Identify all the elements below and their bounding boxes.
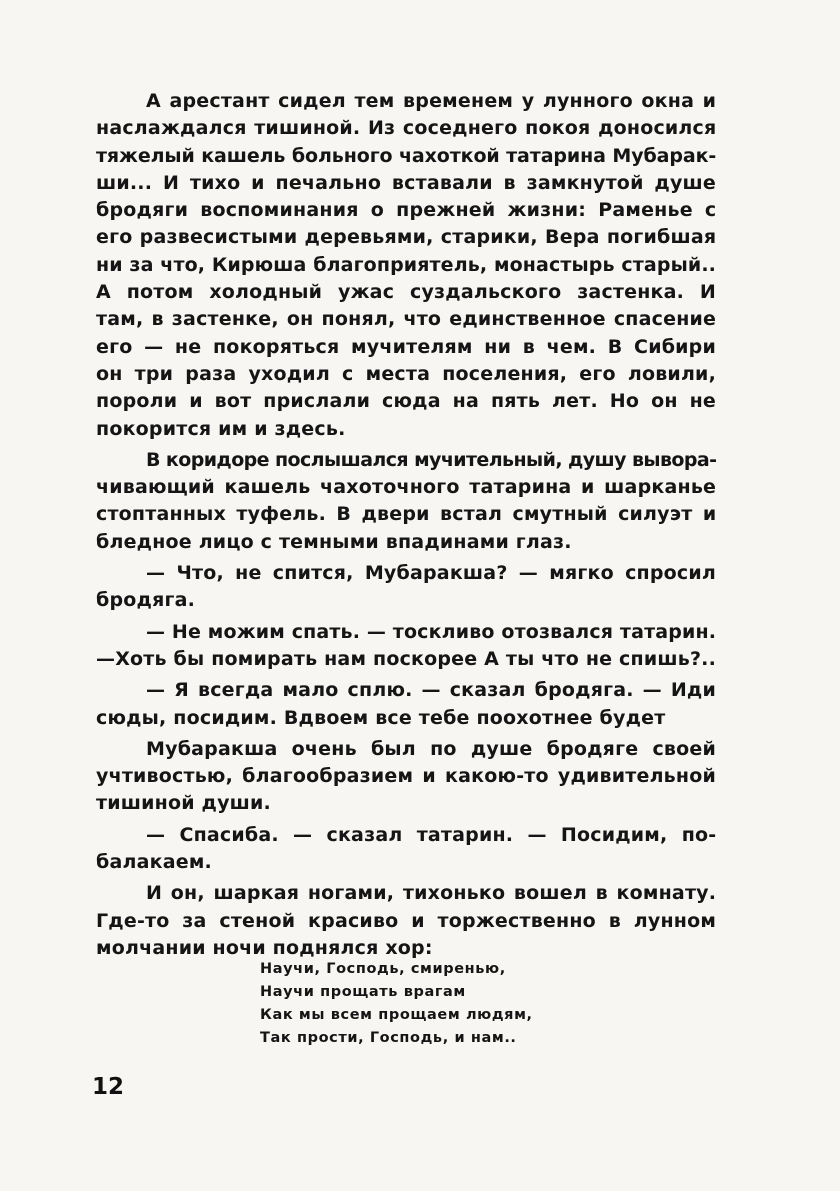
- text-line: —Хоть бы помирать нам поскорее А ты что не спишь?..: [96, 647, 716, 670]
- text-line: Мубаракша очень был по душе бродяге своей: [146, 737, 716, 760]
- paragraph: [96, 880, 716, 962]
- text-line: бледное лицо с темными впадинами глаз.: [96, 530, 572, 553]
- text-line: — Что, не спится, Мубаракша? — мягко спросил: [146, 562, 717, 585]
- text-line: — Спасиба. — сказал татарин. — Посидим, по-: [146, 823, 717, 846]
- page-number: 12: [92, 1074, 125, 1100]
- verse-line: Так прости, Господь, и нам..: [260, 1030, 517, 1046]
- text-line: чивающий кашель чахоточного татарина и шарканье: [96, 476, 717, 499]
- text-line: А арестант сидел тем временем у лунного окна и: [146, 90, 717, 112]
- paragraph: [96, 447, 716, 556]
- verse-line: Научи прощать врагам: [260, 984, 466, 1000]
- prose-text: [96, 88, 716, 966]
- verse-stanza: [260, 958, 533, 1050]
- paragraph: [96, 822, 716, 877]
- paragraph: [96, 619, 716, 674]
- text-line: наслаждался тишиной. Из соседнего покоя доносился: [96, 117, 717, 140]
- text-line: покорится им и здесь.: [96, 417, 346, 440]
- text-line: сюды, посидим. Вдвоем все тебе поохотнее будет: [96, 706, 666, 729]
- text-line: учтивостью, благообразием и какою-то удивительной: [96, 765, 716, 788]
- paragraph: [96, 88, 716, 443]
- text-line: стоптанных туфель. В двери встал смутный силуэт и: [96, 503, 717, 526]
- text-line: — Я всегда мало сплю. — сказал бродяга. — Иди: [146, 679, 716, 702]
- text-line: ши... И тихо и печально вставали в замкнутой душе: [96, 171, 716, 194]
- text-line: там, в застенке, он понял, что единственное спасение: [96, 308, 717, 331]
- paragraph: [96, 560, 716, 615]
- text-line: его развесистыми деревьями, старики, Вера погибшая: [96, 226, 717, 249]
- text-line: он три раза уходил с места поселения, его ловили,: [96, 362, 716, 385]
- text-line: — Не можим спать. — тоскливо отозвался татарин.: [146, 620, 717, 643]
- text-line: тяжелый кашель больного чахоткой татарина Мубарак-: [96, 144, 717, 167]
- text-line: пороли и вот прислали сюда на пять лет. Но он не: [96, 390, 716, 413]
- text-line: его — не покоряться мучителям ни в чем. В Сибири: [96, 335, 716, 358]
- text-line: В коридоре послышался мучительный, душу вывора-: [146, 448, 717, 471]
- text-line: ни за что, Кирюша благоприятель, монастырь старый..: [96, 253, 716, 276]
- text-line: молчании ночи поднялся хор:: [96, 936, 433, 959]
- text-line: И он, шаркая ногами, тихонько вошел в комнату.: [146, 882, 717, 905]
- text-line: бродяга.: [96, 589, 196, 612]
- paragraph: [96, 736, 716, 818]
- verse-line: Как мы всем прощаем людям,: [260, 1007, 533, 1023]
- text-line: Где-то за стеной красиво и торжественно в лунном: [96, 909, 717, 932]
- text-line: бродяги воспоминания о прежней жизни: Раменье с: [96, 199, 717, 222]
- verse-line: Научи, Господь, смиренью,: [260, 961, 506, 977]
- text-line: балакаем.: [96, 851, 212, 874]
- text-line: А потом холодный ужас суздальского застенка. И: [96, 281, 716, 304]
- text-line: тишиной души.: [96, 792, 271, 815]
- paragraph: [96, 677, 716, 732]
